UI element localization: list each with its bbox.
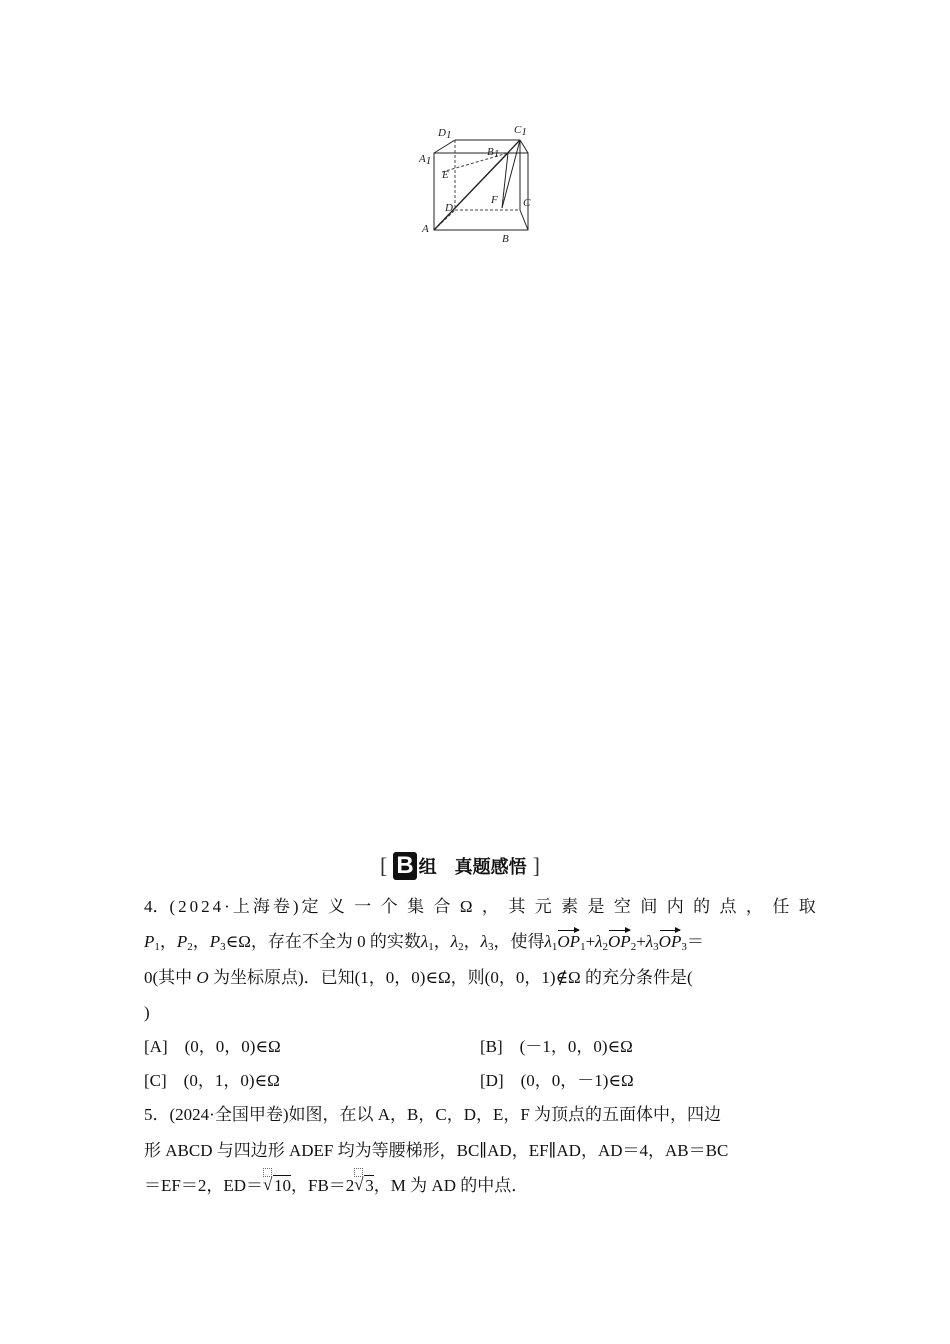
q5-line-3: ＝EF＝2，ED＝ √ 10，FB＝2 √ 3，M 为 AD 的中点． [144,1174,528,1198]
q4-source: (2024·上海卷) [169,897,302,916]
label-f: F [491,194,498,206]
cube-diagram [412,120,542,250]
label-d1: D1 [438,127,452,141]
q4-line-3: 0(其中 O 为坐标原点)．已知(1，0，0)∈Ω，则(0，0，1)∉Ω 的充分条件是( [144,968,693,987]
q4-option-d[interactable]: [D] (0，0，－1)∈Ω [480,1071,634,1090]
edge-a1d1 [434,140,455,153]
segment-ab1 [434,153,508,230]
q4-option-a[interactable]: [A] (0，0，0)∈Ω [144,1037,281,1056]
q5-source: (2024·全国甲卷) [169,1105,289,1124]
q4-line-2: $P_1$，$P_2$，$P_3\in\Omega$，存在不全为 0 的实数$\lambda_1$，$\lambda_2$，$\lambda_3$，使得$\lambda_1OP_1+\lambda_2OP_2+\lambda_3OP_3=$ [144,932,704,953]
vector-op3: OP [659,930,682,954]
group-badge: B [393,852,416,880]
label-b: B [502,233,509,245]
radical-10: √ 10 [263,1174,291,1198]
label-a: A [422,223,429,235]
q4-option-b[interactable]: [B] (－1，0，0)∈Ω [480,1037,633,1056]
label-c: C [523,197,531,209]
q4-line1-text: 定义一个集合Ω，其元素是空间内的点，任取 [301,897,826,916]
q4-line-4: ) [144,1003,150,1022]
bracket-left: [ [380,853,388,878]
q5-line-1 [144,1103,721,1127]
section-header [380,848,540,884]
label-d: D [445,202,453,214]
q4-line-1 [144,895,825,919]
vector-op2: OP [608,930,631,954]
q5-number: 5． [144,1105,170,1124]
q4-option-c[interactable]: [C] (0，1，0)∈Ω [144,1071,280,1090]
label-a1: A1 [419,153,432,167]
cube-figure [412,120,542,250]
label-c1: C1 [514,124,527,138]
edge-b1c1 [520,140,528,153]
bracket-right: ] [532,853,540,878]
group-label: 组 [418,857,437,878]
segment-b1f [502,153,508,208]
q4-number: 4． [144,897,170,916]
radical-3: √ 3 [354,1174,374,1198]
label-b1: B1 [487,146,500,160]
q5-line1-text: 如图，在以 A，B，C，D，E，F 为顶点的五面体中，四边 [288,1105,722,1124]
vector-op1: OP [557,930,580,954]
section-title: 真题感悟 [454,857,527,878]
label-e: E [442,169,449,181]
q5-line-2: 形 ABCD 与四边形 ADEF 均为等腰梯形，BC∥AD，EF∥AD，AD＝4，AB＝BC [144,1141,729,1160]
edge-bc [520,210,528,230]
